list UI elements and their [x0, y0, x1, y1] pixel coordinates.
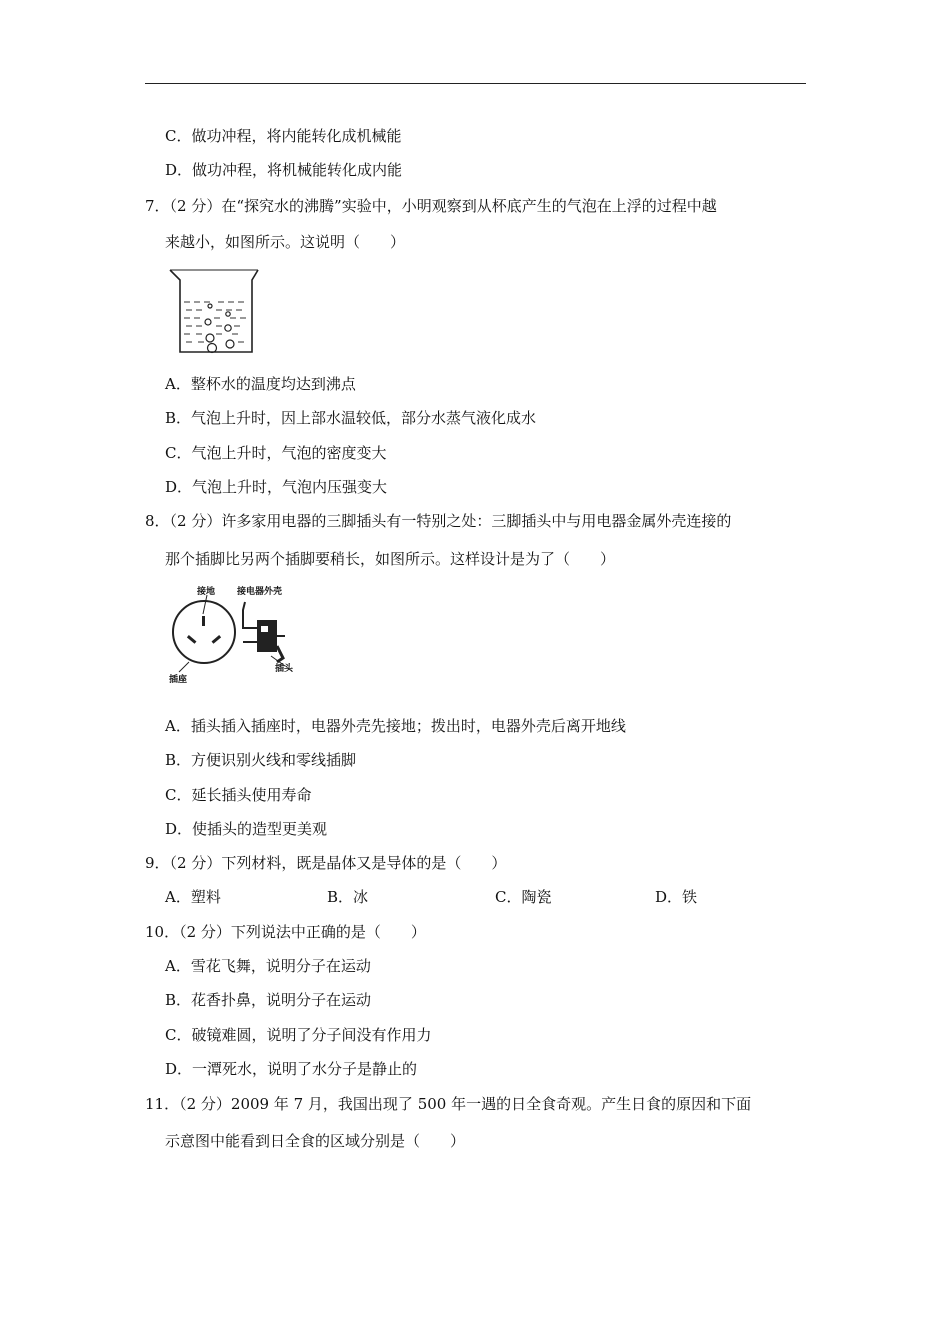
q8-option-d: D．使插头的造型更美观	[165, 820, 328, 838]
q6-option-d: D．做功冲程，将机械能转化成内能	[165, 161, 403, 179]
q11-stem-line1: 11．（2 分）2009 年 7 月，我国出现了 500 年一遇的日全食奇观。产生日食的原因和下面	[145, 1095, 752, 1113]
q9-option-a: A．塑料	[165, 888, 221, 906]
q8-option-c: C．延长插头使用寿命	[165, 786, 312, 804]
label-socket: 插座	[169, 675, 188, 685]
q8-stem-line2: 那个插脚比另两个插脚要稍长，如图所示。这样设计是为了（ ）	[165, 550, 616, 568]
q7-stem-line2: 来越小，如图所示。这说明（ ）	[165, 233, 406, 251]
q6-option-c: C．做功冲程，将内能转化成机械能	[165, 127, 402, 145]
label-plug: 插头	[275, 664, 294, 674]
header-rule	[145, 83, 806, 84]
q10-option-a: A．雪花飞舞，说明分子在运动	[165, 957, 371, 975]
q7-option-a: A．整杯水的温度均达到沸点	[165, 375, 356, 393]
q11-stem-line2: 示意图中能看到日全食的区域分别是（ ）	[165, 1132, 466, 1150]
q9-stem: 9．（2 分）下列材料，既是晶体又是导体的是（ ）	[145, 854, 507, 872]
q7-option-c: C．气泡上升时，气泡的密度变大	[165, 444, 387, 462]
q7-stem-line1: 7．（2 分）在“探究水的沸腾”实验中，小明观察到从杯底产生的气泡在上浮的过程中越	[145, 197, 717, 215]
q9-option-b: B．冰	[327, 888, 369, 906]
q7-option-d: D．气泡上升时，气泡内压强变大	[165, 478, 388, 496]
q9-option-c: C．陶瓷	[495, 888, 552, 906]
q10-option-b: B．花香扑鼻，说明分子在运动	[165, 991, 372, 1009]
label-appliance-shell: 接电器外壳	[237, 587, 283, 597]
q10-option-d: D．一潭死水，说明了水分子是静止的	[165, 1060, 418, 1078]
plug-socket-figure	[165, 580, 300, 688]
q10-option-c: C．破镜难圆，说明了分子间没有作用力	[165, 1026, 432, 1044]
beaker-figure	[168, 266, 260, 356]
q8-option-a: A．插头插入插座时，电器外壳先接地；拨出时，电器外壳后离开地线	[165, 717, 626, 735]
q8-option-b: B．方便识别火线和零线插脚	[165, 751, 357, 769]
q7-option-b: B．气泡上升时，因上部水温较低，部分水蒸气液化成水	[165, 409, 537, 427]
q9-option-d: D．铁	[655, 888, 698, 906]
label-ground: 接地	[197, 587, 216, 597]
q8-stem-line1: 8．（2 分）许多家用电器的三脚插头有一特别之处：三脚插头中与用电器金属外壳连接的	[145, 512, 732, 530]
q10-stem: 10．（2 分）下列说法中正确的是（ ）	[145, 923, 426, 941]
